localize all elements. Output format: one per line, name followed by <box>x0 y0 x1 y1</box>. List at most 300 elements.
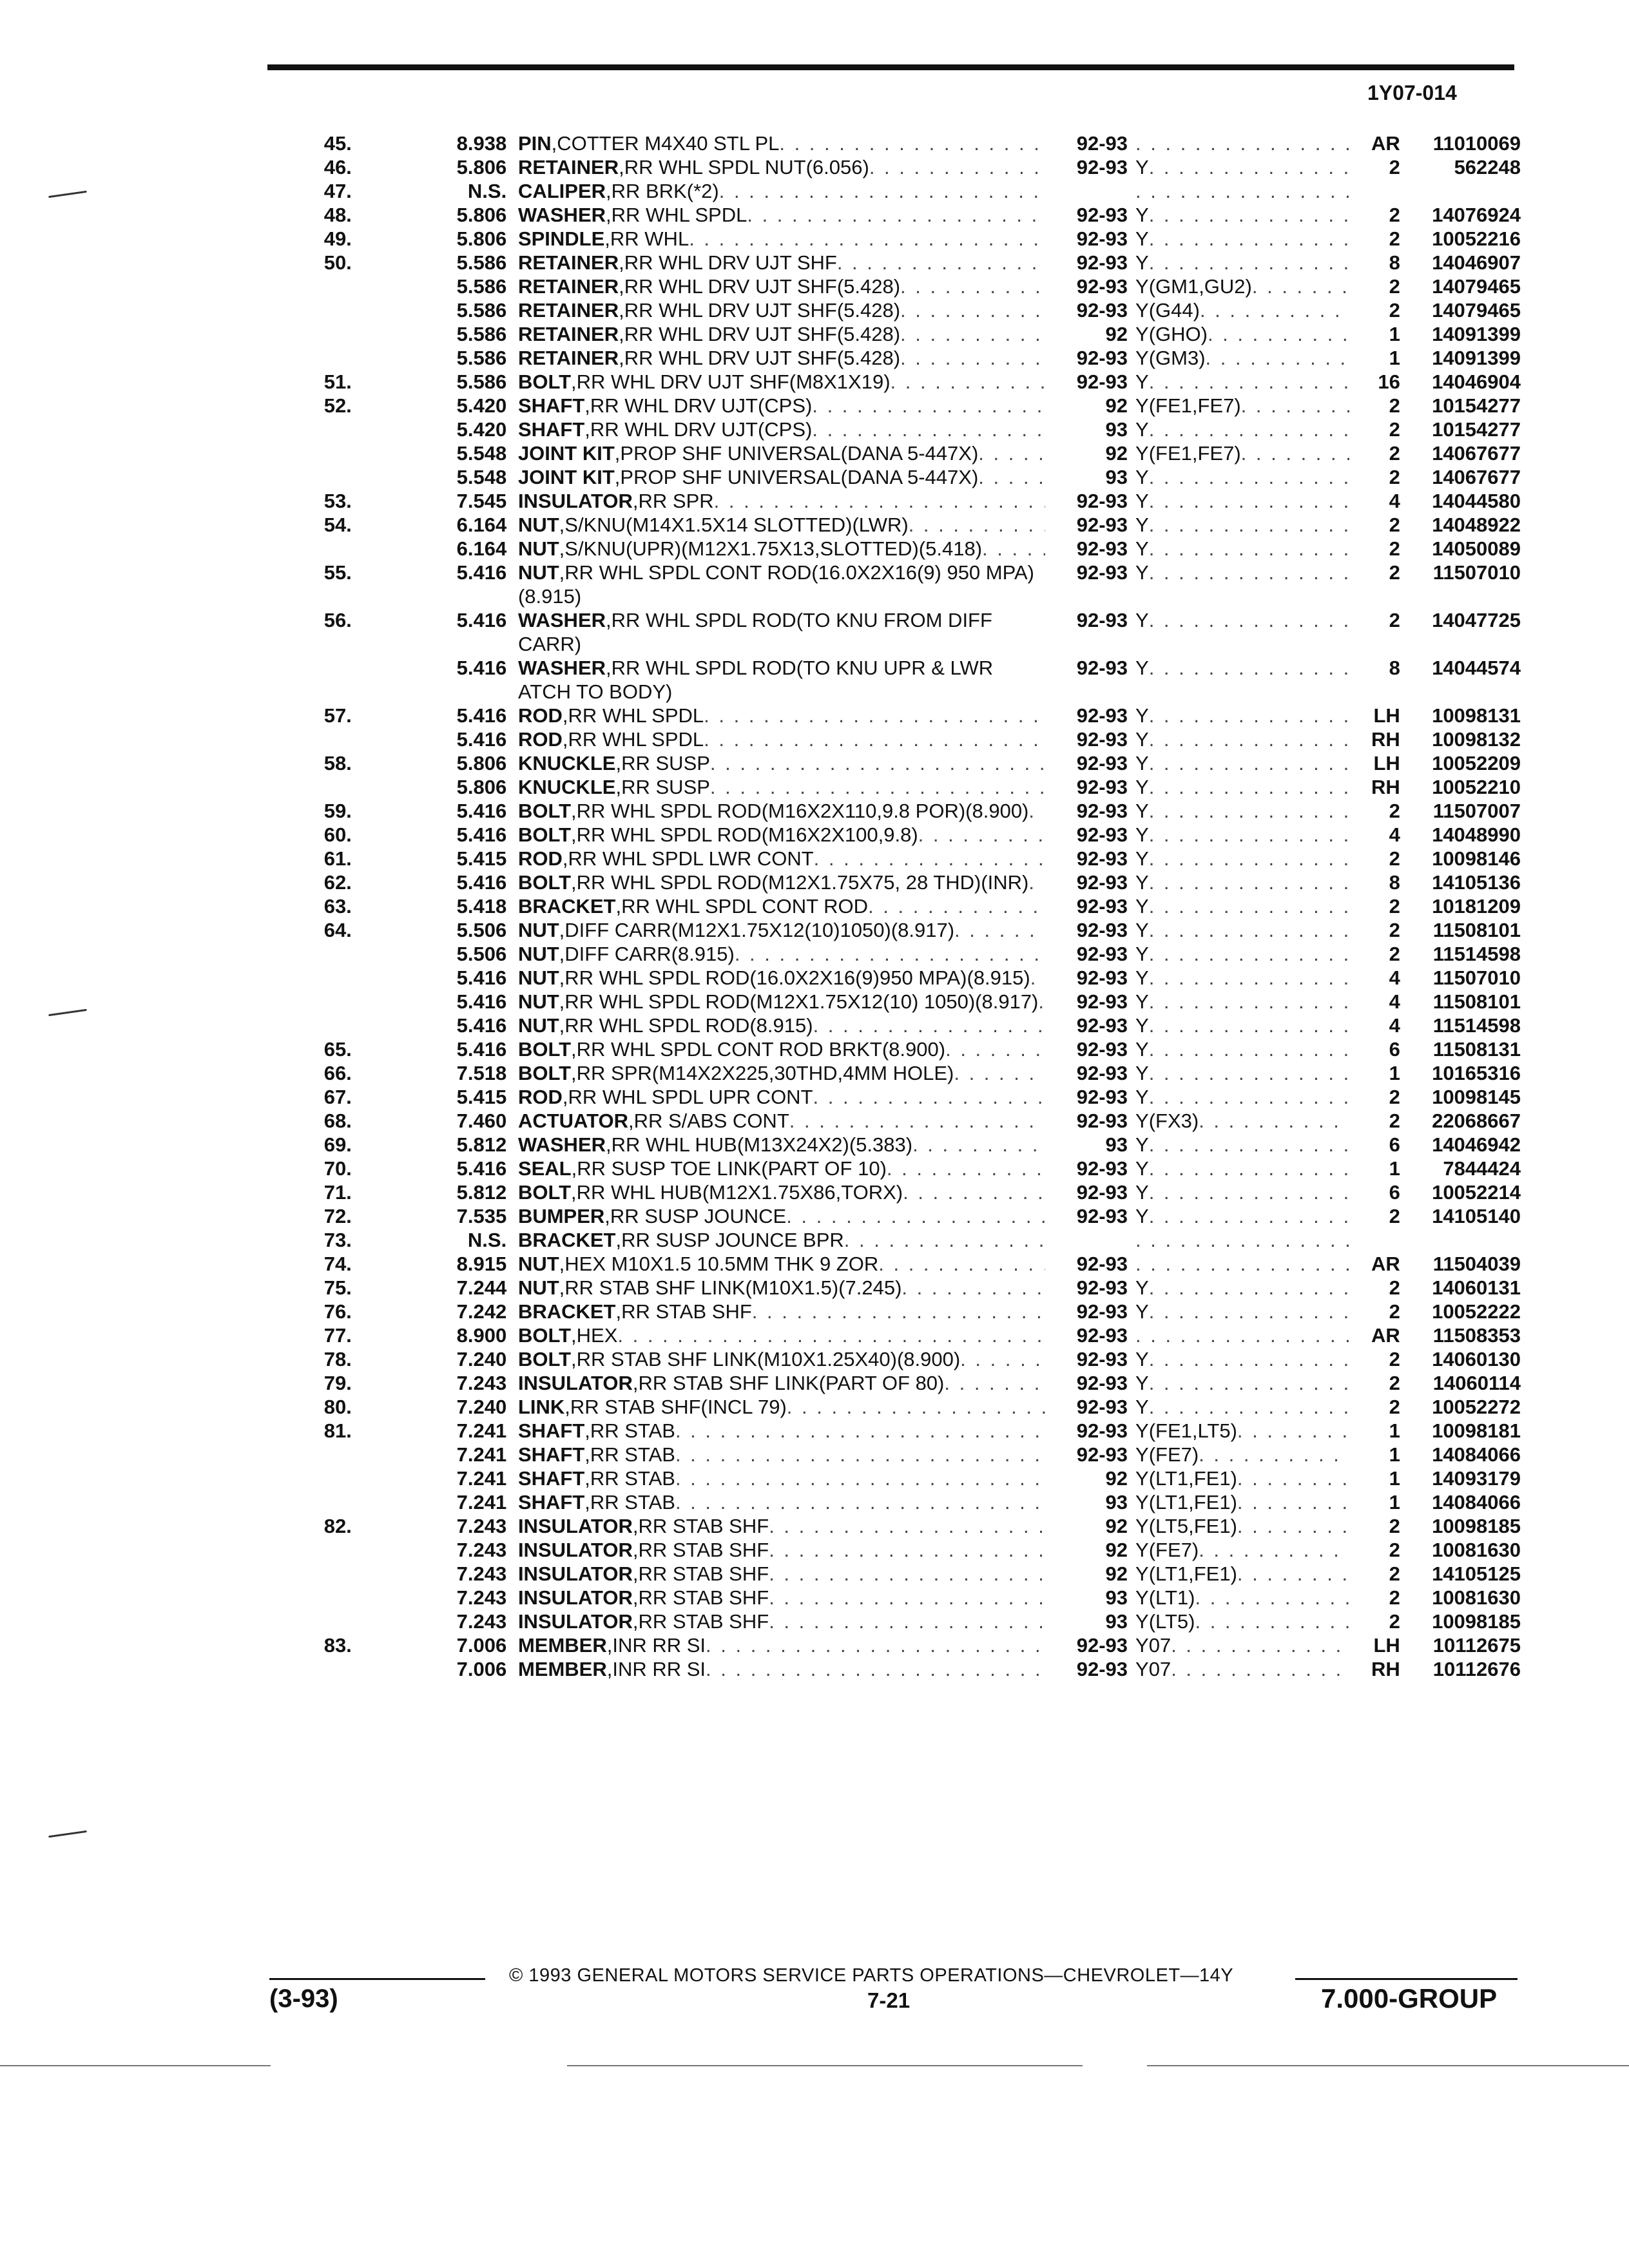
group-number: 7.243 <box>456 1515 507 1537</box>
leader-dots <box>1135 1323 1349 1347</box>
parts-row <box>258 608 1521 656</box>
parts-row <box>258 1657 1521 1681</box>
quantity: 2 <box>1389 919 1400 941</box>
model-year: 92-93 <box>1076 1157 1128 1180</box>
model-code-text: Y <box>1135 514 1149 536</box>
part-number: 14048922 <box>1432 514 1521 536</box>
model-code <box>1135 1228 1349 1252</box>
part-name: WASHER <box>517 1133 606 1156</box>
leader-dots <box>735 942 1045 966</box>
part-number: 11507010 <box>1432 966 1521 989</box>
model-code <box>1135 561 1349 584</box>
part-description <box>518 1490 1045 1514</box>
parts-row <box>258 1252 1521 1276</box>
model-code <box>1135 131 1349 155</box>
part-description <box>518 751 1045 775</box>
description-text <box>518 418 812 441</box>
part-description <box>518 370 1045 394</box>
description-text <box>518 537 982 561</box>
leader-dots <box>1149 370 1349 394</box>
part-detail: ,RR SUSP TOE LINK(PART OF 10) <box>571 1157 887 1180</box>
leader-dots <box>1149 1276 1349 1300</box>
part-number: 14091399 <box>1432 323 1521 345</box>
model-code-text: Y <box>1135 704 1149 727</box>
model-code <box>1135 1180 1349 1204</box>
model-code-text: Y <box>1135 1038 1149 1061</box>
model-code-text: Y(G44) <box>1135 299 1200 322</box>
part-detail: ,RR WHL SPDL <box>562 704 704 727</box>
description-text <box>518 966 1030 990</box>
leader-dots <box>1149 990 1349 1014</box>
description-text <box>518 1180 903 1204</box>
ref-number: 62. <box>323 871 352 894</box>
leader-dots <box>869 155 1045 179</box>
model-code <box>1135 823 1349 847</box>
model-code-text: Y <box>1135 847 1149 870</box>
part-number: 11514598 <box>1432 1014 1521 1037</box>
model-code-text: Y(LT1,FE1) <box>1135 1562 1237 1585</box>
description-text <box>518 1562 769 1586</box>
quantity: 4 <box>1389 490 1400 512</box>
part-number: 14084066 <box>1432 1491 1521 1514</box>
quantity: 2 <box>1389 418 1400 441</box>
part-description <box>518 704 1045 727</box>
description-text <box>518 1276 901 1300</box>
quantity: 2 <box>1389 1348 1400 1370</box>
quantity: 2 <box>1389 800 1400 822</box>
quantity: 4 <box>1389 990 1400 1013</box>
parts-row <box>258 489 1521 513</box>
model-code <box>1135 1633 1349 1657</box>
group-number: 5.586 <box>456 251 507 274</box>
leader-dots <box>1237 1490 1349 1514</box>
model-code-text: Y(LT1) <box>1135 1586 1195 1609</box>
part-name: BOLT <box>517 370 572 393</box>
model-code <box>1135 1109 1349 1133</box>
part-description <box>518 537 1045 561</box>
part-number: 14060114 <box>1432 1372 1521 1394</box>
part-name: SHAFT <box>517 1419 585 1442</box>
model-code-text: Y <box>1135 156 1149 178</box>
parts-row <box>258 1037 1521 1061</box>
leader-dots <box>1195 1586 1349 1610</box>
description-text <box>518 775 710 799</box>
model-code-text: Y <box>1135 418 1149 441</box>
leader-dots <box>978 441 1045 465</box>
model-year: 92-93 <box>1076 1110 1128 1132</box>
part-description <box>518 1204 1045 1228</box>
quantity: 2 <box>1389 394 1400 417</box>
group-number: 5.586 <box>456 275 507 298</box>
group-number: 7.460 <box>456 1110 507 1132</box>
quantity: AR <box>1371 132 1400 155</box>
model-code-text: Y <box>1135 990 1149 1013</box>
parts-row <box>258 1586 1521 1610</box>
footer-rule-right <box>1295 1978 1518 1980</box>
group-number: 5.420 <box>456 394 507 417</box>
part-description <box>518 1466 1045 1490</box>
part-name: RETAINER <box>517 251 619 274</box>
part-description <box>518 298 1045 322</box>
description-text <box>518 1252 878 1276</box>
model-year: 92-93 <box>1076 275 1128 298</box>
leader-dots <box>903 1180 1045 1204</box>
group-number: 8.915 <box>456 1253 507 1275</box>
model-code <box>1135 251 1349 274</box>
model-year: 92-93 <box>1076 347 1128 369</box>
part-detail: ,RR STAB SHF(INCL 79) <box>564 1396 787 1418</box>
part-name: NUT <box>517 943 559 965</box>
model-code <box>1135 1466 1349 1490</box>
part-name: WASHER <box>517 657 606 679</box>
model-year: 92-93 <box>1076 1324 1128 1347</box>
part-detail: ,COTTER M4X40 STL PL <box>551 132 780 155</box>
model-code-text: Y(FE1,LT5) <box>1135 1419 1237 1442</box>
description-text <box>518 870 1028 894</box>
leader-dots <box>747 203 1045 227</box>
group-number: 7.518 <box>456 1062 507 1084</box>
ref-number: 81. <box>323 1419 352 1442</box>
part-detail: ,RR STAB SHF <box>632 1586 769 1609</box>
part-name: RETAINER <box>517 323 619 345</box>
leader-dots <box>954 918 1045 942</box>
quantity: 6 <box>1389 1038 1400 1061</box>
ref-number: 61. <box>323 847 352 870</box>
leader-dots <box>960 1347 1045 1371</box>
part-detail: ,RR WHL SPDL ROD(TO KNU FROM DIFF CARR) <box>517 609 992 655</box>
ref-number: 79. <box>323 1372 352 1394</box>
leader-dots <box>812 394 1045 418</box>
model-year: 92-93 <box>1076 537 1128 560</box>
group-number: 7.241 <box>456 1467 507 1490</box>
description-text <box>518 1633 706 1657</box>
model-code-text: Y <box>1135 728 1149 751</box>
part-name: INSULATOR <box>517 490 633 512</box>
leader-dots <box>617 1323 1045 1347</box>
part-name: BUMPER <box>517 1205 605 1227</box>
leader-dots <box>1208 322 1349 346</box>
parts-row <box>258 346 1521 370</box>
description-text <box>518 1133 912 1157</box>
part-description <box>518 1085 1045 1109</box>
part-detail: ,RR WHL <box>604 227 689 250</box>
leader-dots <box>1149 155 1349 179</box>
part-detail: ,RR WHL SPDL NUT(6.056) <box>619 156 869 178</box>
quantity: 2 <box>1389 895 1400 918</box>
model-code <box>1135 513 1349 537</box>
part-detail: ,RR WHL SPDL ROD(M16X2X100,9.8) <box>571 823 918 846</box>
group-number: 5.416 <box>456 728 507 751</box>
part-detail: ,RR STAB SHF <box>615 1300 752 1323</box>
group-number: 5.416 <box>456 990 507 1013</box>
leader-dots <box>1237 1419 1349 1443</box>
part-number: 14093179 <box>1432 1467 1521 1490</box>
description-text <box>518 1514 769 1538</box>
part-name: INSULATOR <box>517 1562 633 1585</box>
leader-dots <box>900 322 1045 346</box>
description-text <box>518 441 978 465</box>
leader-dots <box>1199 1109 1349 1133</box>
part-detail: ,RR WHL DRV UJT SHF(5.428) <box>619 323 901 345</box>
parts-row <box>258 775 1521 799</box>
part-detail: ,RR WHL DRV UJT SHF <box>619 251 837 274</box>
quantity: 2 <box>1389 1396 1400 1418</box>
part-detail: ,RR WHL SPDL LWR CONT <box>562 847 814 870</box>
quantity: 2 <box>1389 847 1400 870</box>
parts-row <box>258 823 1521 847</box>
model-year: 92 <box>1105 442 1128 465</box>
model-year: 92-93 <box>1076 1086 1128 1108</box>
part-number: 14046942 <box>1432 1133 1521 1156</box>
model-code-text: Y <box>1135 609 1149 631</box>
leader-dots <box>868 894 1045 918</box>
part-description <box>518 1443 1045 1466</box>
part-number: 10181209 <box>1432 895 1521 918</box>
parts-row <box>258 1157 1521 1180</box>
model-code <box>1135 918 1349 942</box>
part-detail: ,HEX M10X1.5 10.5MM THK 9 ZOR <box>559 1253 879 1275</box>
part-description <box>518 394 1045 418</box>
leader-dots <box>1241 441 1349 465</box>
leader-dots <box>978 465 1045 489</box>
part-name: SHAFT <box>517 1491 585 1514</box>
part-description <box>518 1252 1045 1276</box>
model-year: 92-93 <box>1076 514 1128 536</box>
quantity: 2 <box>1389 1562 1400 1585</box>
description-text <box>518 1395 787 1419</box>
parts-row <box>258 370 1521 394</box>
part-number: 14044574 <box>1432 657 1521 679</box>
model-year: 92-93 <box>1076 490 1128 512</box>
parts-row <box>258 1300 1521 1323</box>
quantity: 4 <box>1389 1014 1400 1037</box>
part-number: 14105125 <box>1432 1562 1521 1585</box>
part-description <box>518 1180 1045 1204</box>
part-detail: ,RR BRK(*2) <box>606 180 719 202</box>
parts-row <box>258 751 1521 775</box>
ref-number: 63. <box>323 895 352 918</box>
model-year: 92-93 <box>1076 132 1128 155</box>
part-number: 14105140 <box>1432 1205 1521 1227</box>
part-number: 11514598 <box>1432 943 1521 965</box>
quantity: 2 <box>1389 442 1400 465</box>
part-detail: ,RR WHL SPDL ROD(M16X2X110,9.8 POR)(8.900) <box>571 800 1029 822</box>
part-name: ROD <box>517 728 563 751</box>
leader-dots <box>1149 704 1349 727</box>
model-year: 93 <box>1105 1586 1128 1609</box>
part-detail: ,RR STAB SHF LINK(M10X1.5)(7.245) <box>559 1276 902 1299</box>
group-number: 5.416 <box>456 704 507 727</box>
part-number: 10098146 <box>1432 847 1521 870</box>
model-year: 92-93 <box>1076 728 1128 751</box>
model-code <box>1135 465 1349 489</box>
part-description <box>518 1419 1045 1443</box>
leader-dots <box>769 1586 1045 1610</box>
model-code-text: Y <box>1135 466 1149 488</box>
part-description <box>518 1300 1045 1323</box>
model-code-text: Y(FE7) <box>1135 1443 1199 1466</box>
part-name: INSULATOR <box>517 1372 633 1394</box>
part-description <box>518 894 1045 918</box>
description-text <box>518 298 900 322</box>
model-code <box>1135 203 1349 227</box>
quantity: 2 <box>1389 1372 1400 1394</box>
leader-dots <box>779 131 1045 155</box>
model-code <box>1135 418 1349 441</box>
model-code-text: Y <box>1135 1181 1149 1204</box>
model-code <box>1135 1610 1349 1633</box>
leader-dots <box>918 823 1045 847</box>
part-name: RETAINER <box>517 299 619 322</box>
model-code <box>1135 704 1349 727</box>
model-code <box>1135 990 1349 1014</box>
part-detail: ,RR SUSP <box>615 776 710 798</box>
parts-row <box>258 847 1521 870</box>
parts-row <box>258 1395 1521 1419</box>
description-text <box>518 1443 675 1466</box>
part-number: 10052216 <box>1432 227 1521 250</box>
leader-dots <box>1149 894 1349 918</box>
group-number: 7.006 <box>456 1658 507 1680</box>
part-name: NUT <box>517 966 559 989</box>
bottom-rule <box>1147 2065 1629 2066</box>
quantity: 2 <box>1389 1110 1400 1132</box>
leader-dots <box>1149 1347 1349 1371</box>
part-description <box>518 1610 1045 1633</box>
model-year: 92-93 <box>1076 1062 1128 1084</box>
ref-number: 47. <box>323 180 352 202</box>
quantity: 16 <box>1378 370 1400 393</box>
ref-number: 71. <box>323 1181 352 1204</box>
leader-dots <box>1135 1228 1349 1252</box>
model-code-text: Y <box>1135 1205 1149 1227</box>
part-detail: ,DIFF CARR(8.915) <box>559 943 735 965</box>
leader-dots <box>1199 1443 1349 1466</box>
part-description <box>518 251 1045 274</box>
part-name: SEAL <box>517 1157 572 1180</box>
part-name: INSULATOR <box>517 1586 633 1609</box>
part-description <box>518 775 1045 799</box>
group-number: 5.806 <box>456 227 507 250</box>
part-description <box>518 799 1045 823</box>
part-number: 14046907 <box>1432 251 1521 274</box>
part-detail: ,RR STAB SHF LINK(M10X1.25X40)(8.900) <box>571 1348 961 1370</box>
quantity: 6 <box>1389 1133 1400 1156</box>
parts-row <box>258 1514 1521 1538</box>
part-number: 11010069 <box>1432 132 1521 155</box>
model-code-text: Y <box>1135 657 1149 679</box>
quantity: 1 <box>1389 1062 1400 1084</box>
model-code-text: Y <box>1135 776 1149 798</box>
parts-row <box>258 1180 1521 1204</box>
group-number: 5.548 <box>456 466 507 488</box>
part-name: KNUCKLE <box>517 776 616 798</box>
quantity: 1 <box>1389 1467 1400 1490</box>
model-year: 92 <box>1105 1562 1128 1585</box>
model-code <box>1135 1014 1349 1037</box>
quantity: 1 <box>1389 1443 1400 1466</box>
model-year: 92 <box>1105 394 1128 417</box>
leader-dots <box>1028 870 1045 894</box>
model-year: 92-93 <box>1076 1014 1128 1037</box>
part-name: BRACKET <box>517 895 616 918</box>
leader-dots <box>675 1419 1045 1443</box>
part-number: 14046904 <box>1432 370 1521 393</box>
description-text <box>518 942 735 966</box>
group-number: 5.548 <box>456 442 507 465</box>
model-code-text: Y <box>1135 1372 1149 1394</box>
ref-number: 72. <box>323 1205 352 1227</box>
leader-dots <box>1149 918 1349 942</box>
leader-dots <box>1149 489 1349 513</box>
part-name: INSULATOR <box>517 1610 633 1633</box>
part-description <box>518 1228 1045 1252</box>
model-code-text: Y07 <box>1135 1658 1171 1680</box>
part-number: 10081630 <box>1432 1586 1521 1609</box>
part-description <box>518 1514 1045 1538</box>
part-number: 14067677 <box>1432 442 1521 465</box>
part-name: NUT <box>517 561 559 584</box>
leader-dots <box>901 1276 1045 1300</box>
description-text <box>518 394 812 418</box>
leader-dots <box>1135 1252 1349 1276</box>
part-name: PIN <box>517 132 552 155</box>
description-text <box>518 990 1038 1014</box>
part-name: SHAFT <box>517 1443 585 1466</box>
model-code <box>1135 1276 1349 1300</box>
model-code <box>1135 1586 1349 1610</box>
parts-row <box>258 322 1521 346</box>
model-year: 92-93 <box>1076 1634 1128 1657</box>
leader-dots <box>1028 799 1045 823</box>
model-code <box>1135 870 1349 894</box>
part-description <box>518 465 1045 489</box>
description-text <box>518 1347 960 1371</box>
group-number: 5.415 <box>456 1086 507 1108</box>
leader-dots <box>786 1204 1045 1228</box>
parts-row <box>258 1085 1521 1109</box>
ref-number: 60. <box>323 823 352 846</box>
leader-dots <box>1149 751 1349 775</box>
model-year: 92-93 <box>1076 823 1128 846</box>
part-name: BRACKET <box>517 1300 616 1323</box>
leader-dots <box>769 1538 1045 1562</box>
part-number: 11508101 <box>1432 990 1521 1013</box>
parts-row <box>258 179 1521 203</box>
part-name: WASHER <box>517 609 606 631</box>
part-name: LINK <box>517 1396 565 1418</box>
model-code-text: Y(LT1,FE1) <box>1135 1467 1237 1490</box>
quantity: 2 <box>1389 227 1400 250</box>
leader-dots <box>1149 847 1349 870</box>
model-year: 92-93 <box>1076 1443 1128 1466</box>
part-detail: ,PROP SHF UNIVERSAL(DANA 5-447X) <box>614 442 979 465</box>
part-name: NUT <box>517 1253 559 1275</box>
description-text <box>518 1323 617 1347</box>
part-detail: ,RR WHL SPDL ROD(16.0X2X16(9)950 MPA)(8.915) <box>559 966 1030 989</box>
model-year: 92-93 <box>1076 800 1128 822</box>
ref-number: 78. <box>323 1348 352 1370</box>
model-code-text: Y <box>1135 1062 1149 1084</box>
parts-row <box>258 298 1521 322</box>
part-detail: ,RR STAB SHF <box>632 1610 769 1633</box>
parts-row <box>258 870 1521 894</box>
parts-row <box>258 990 1521 1014</box>
part-description <box>518 1014 1045 1037</box>
model-code <box>1135 441 1349 465</box>
model-code-text: Y <box>1135 966 1149 989</box>
part-name: SHAFT <box>517 1467 585 1490</box>
